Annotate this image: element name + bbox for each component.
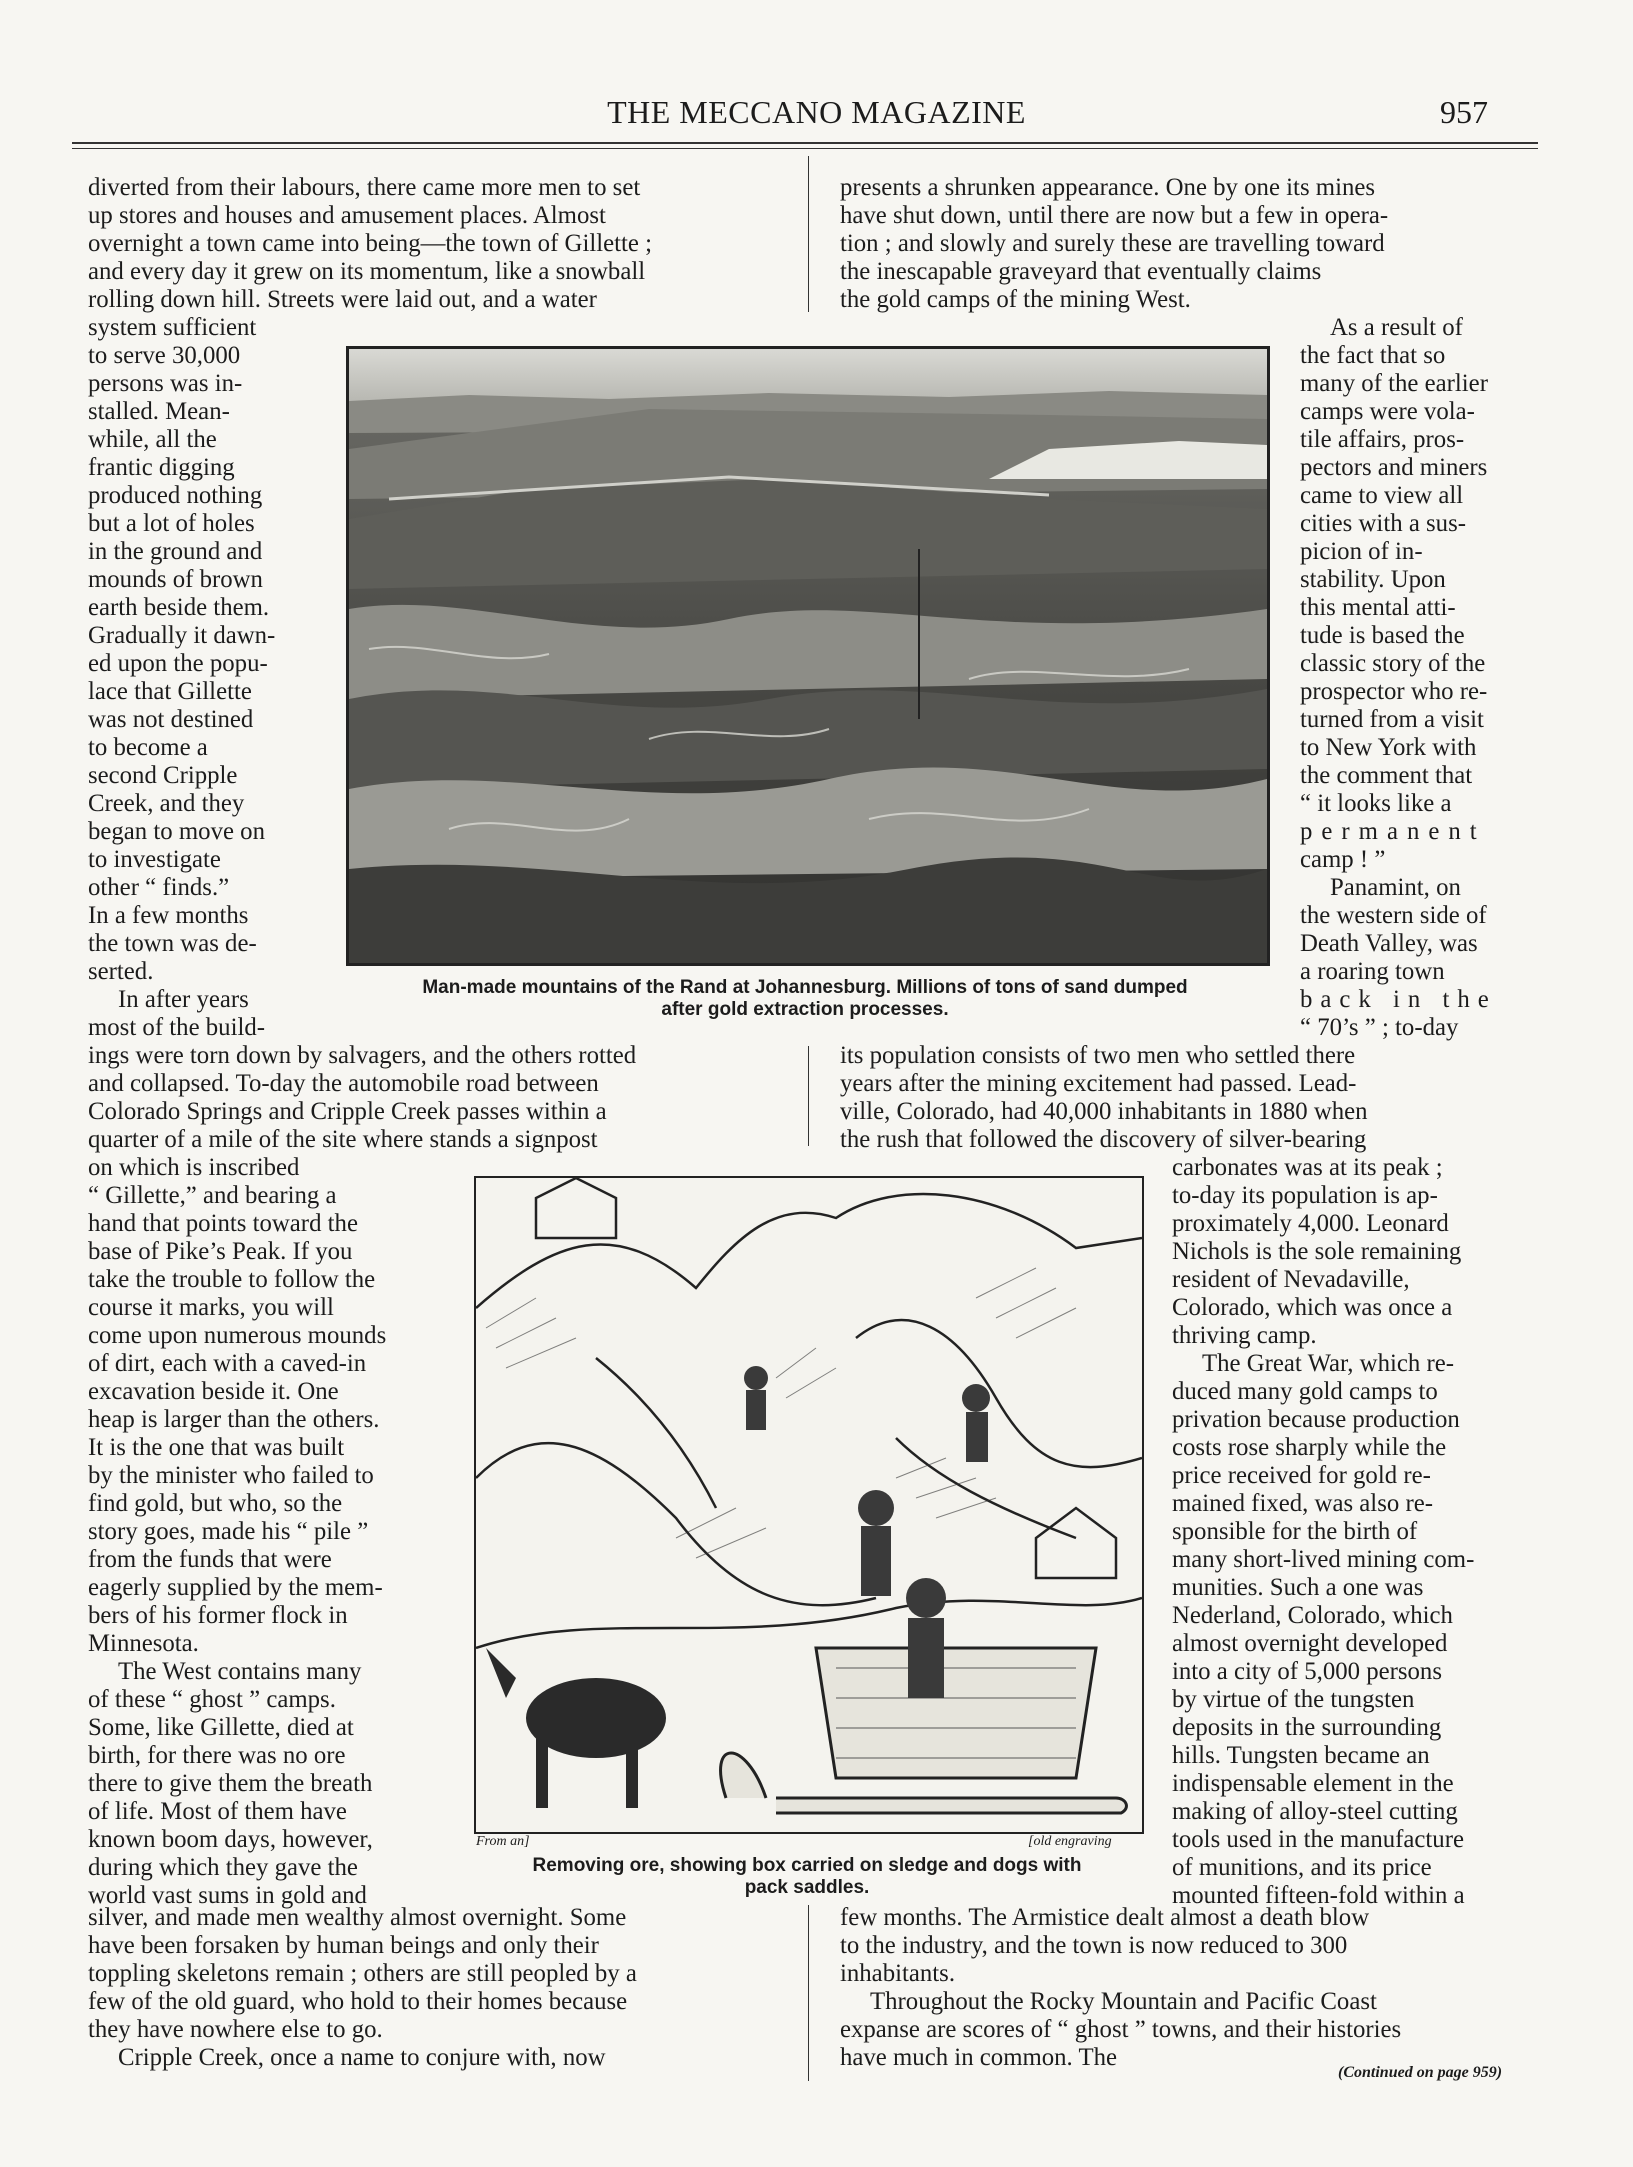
- text-line: into a city of 5,000 persons: [1172, 1658, 1442, 1685]
- text-line: “ 70’s ” ; to-day: [1300, 1014, 1459, 1041]
- text-line: the town was de-: [88, 930, 257, 957]
- right-column-mid: [840, 1042, 1526, 1154]
- text-line: bers of his former flock in: [88, 1602, 348, 1629]
- text-line: thriving camp.: [1172, 1322, 1317, 1349]
- text-line: the western side of: [1300, 902, 1487, 929]
- text-line: but a lot of holes: [88, 510, 255, 537]
- column-divider: [808, 1046, 809, 1146]
- text-line: Gradually it dawn-: [88, 622, 276, 649]
- text-line: came to view all: [1300, 482, 1464, 509]
- text-line: tion ; and slowly and surely these are travelling toward: [840, 230, 1385, 257]
- text-line: of dirt, each with a caved-in: [88, 1350, 367, 1377]
- text-line: the inescapable graveyard that eventually claims: [840, 258, 1322, 285]
- text-line: In a few months: [88, 902, 249, 929]
- text-line: many short-lived mining com-: [1172, 1546, 1475, 1573]
- text-line: years after the mining excitement had passed. Lead-: [840, 1070, 1357, 1097]
- text-line: its population consists of two men who settled there: [840, 1042, 1356, 1069]
- caption-line: pack saddles.: [744, 1877, 870, 1898]
- text-line: Some, like Gillette, died at: [88, 1714, 354, 1741]
- text-line: by virtue of the tungsten: [1172, 1686, 1415, 1713]
- text-line: hills. Tungsten became an: [1172, 1742, 1430, 1769]
- text-line: tude is based the: [1300, 622, 1465, 649]
- text-line: stalled. Mean-: [88, 398, 230, 425]
- text-line: to become a: [88, 734, 208, 761]
- text-line: Creek, and they: [88, 790, 245, 817]
- text-line: proximately 4,000. Leonard: [1172, 1210, 1449, 1237]
- text-line: lace that Gillette: [88, 678, 252, 705]
- text-line: of munitions, and its price: [1172, 1854, 1432, 1881]
- text-line: serted.: [88, 958, 154, 985]
- text-line: take the trouble to follow the: [88, 1266, 376, 1293]
- text-line: Nederland, Colorado, which: [1172, 1602, 1453, 1629]
- text-line: overnight a town came into being—the town of Gillette ;: [88, 230, 652, 257]
- text-line: to New York with: [1300, 734, 1477, 761]
- old-engraving-image: [474, 1176, 1144, 1834]
- text-line: diverted from their labours, there came more men to set: [88, 174, 641, 201]
- text-line: to investigate: [88, 846, 221, 873]
- text-line: munities. Such a one was: [1172, 1574, 1424, 1601]
- text-line: persons was in-: [88, 370, 243, 397]
- left-column-narrow-2: [88, 1154, 444, 1910]
- page-number: 957: [1440, 94, 1488, 130]
- text-line: to the industry, and the town is now reduced to 300: [840, 1932, 1348, 1959]
- text-line: camp ! ”: [1300, 846, 1386, 873]
- text-line: there to give them the breath: [88, 1770, 373, 1797]
- text-line: world vast sums in gold and: [88, 1882, 367, 1909]
- text-line: hand that points toward the: [88, 1210, 358, 1237]
- text-line: birth, for there was no ore: [88, 1742, 346, 1769]
- text-line: second Cripple: [88, 762, 238, 789]
- text-line: costs rose sharply while the: [1172, 1434, 1447, 1461]
- left-column-bottom: [88, 1904, 774, 2072]
- text-line: cities with a sus-: [1300, 510, 1466, 537]
- text-line: excavation beside it. One: [88, 1378, 339, 1405]
- right-column-top: [840, 174, 1526, 314]
- text-line: privation because production: [1172, 1406, 1460, 1433]
- text-line: pectors and miners: [1300, 454, 1488, 481]
- text-line: base of Pike’s Peak. If you: [88, 1238, 353, 1265]
- text-line: It is the one that was built: [88, 1434, 345, 1461]
- photo-caption: [350, 977, 1260, 1021]
- left-column-narrow: [88, 314, 314, 1042]
- text-line: have much in common. The: [840, 2044, 1118, 2071]
- header-rule: [72, 142, 1538, 144]
- text-line: tools used in the manufacture: [1172, 1826, 1464, 1853]
- engraving-credit-left: From an]: [476, 1834, 530, 1849]
- text-line: in the ground and: [88, 538, 263, 565]
- text-line: duced many gold camps to: [1172, 1378, 1438, 1405]
- text-line: In after years: [118, 986, 249, 1013]
- text-line: to serve 30,000: [88, 342, 241, 369]
- text-line: mained fixed, was also re-: [1172, 1490, 1433, 1517]
- text-line: mounted fifteen-fold within a: [1172, 1882, 1465, 1909]
- text-line: of life. Most of them have: [88, 1798, 347, 1825]
- landscape-photo-image: [349, 349, 1267, 963]
- text-line: the rush that followed the discovery of silver-bearing: [840, 1126, 1367, 1153]
- text-line: ings were torn down by salvagers, and the others rotted: [88, 1042, 637, 1069]
- text-line: find gold, but who, so the: [88, 1490, 343, 1517]
- text-line: most of the build-: [88, 1014, 266, 1041]
- text-line: making of alloy-steel cutting: [1172, 1798, 1458, 1825]
- text-line: earth beside them.: [88, 594, 270, 621]
- rand-mine-dumps-photo: [346, 346, 1270, 966]
- text-line: Panamint, on: [1330, 874, 1461, 901]
- text-line: classic story of the: [1300, 650, 1486, 677]
- text-line: deposits in the surrounding: [1172, 1714, 1442, 1741]
- column-divider: [808, 156, 809, 312]
- text-line: and collapsed. To-day the automobile road between: [88, 1070, 599, 1097]
- text-line: Nichols is the sole remaining: [1172, 1238, 1462, 1265]
- text-line: permanent: [1300, 818, 1486, 845]
- text-line: turned from a visit: [1300, 706, 1484, 733]
- continued-note: (Continued on page 959): [1338, 2064, 1503, 2081]
- text-line: ville, Colorado, had 40,000 inhabitants in 1880 when: [840, 1098, 1368, 1125]
- text-line: ed upon the popu-: [88, 650, 268, 677]
- text-line: carbonates was at its peak ;: [1172, 1154, 1443, 1181]
- text-line: indispensable element in the: [1172, 1770, 1454, 1797]
- text-line: picion of in-: [1300, 538, 1423, 565]
- text-line: presents a shrunken appearance. One by one its mines: [840, 174, 1376, 201]
- text-line: began to move on: [88, 818, 265, 845]
- text-line: expanse are scores of “ ghost ” towns, and their histories: [840, 2016, 1402, 2043]
- text-line: Death Valley, was: [1300, 930, 1478, 957]
- text-line: few months. The Armistice dealt almost a death blow: [840, 1904, 1370, 1931]
- text-line: frantic digging: [88, 454, 235, 481]
- caption-line: Removing ore, showing box carried on sledge and dogs with: [532, 1855, 1082, 1876]
- text-line: As a result of: [1330, 314, 1463, 341]
- text-line: mounds of brown: [88, 566, 263, 593]
- text-line: up stores and houses and amusement places. Almost: [88, 202, 606, 229]
- text-line: a roaring town: [1300, 958, 1445, 985]
- text-line: this mental atti-: [1300, 594, 1456, 621]
- text-line: prospector who re-: [1300, 678, 1488, 705]
- engraving-credit-right: [old engraving: [1028, 1834, 1112, 1849]
- text-line: known boom days, however,: [88, 1826, 373, 1853]
- caption-line: after gold extraction processes.: [661, 999, 949, 1020]
- engraving-caption: [470, 1855, 1144, 1899]
- text-line: eagerly supplied by the mem-: [88, 1574, 383, 1601]
- text-line: produced nothing: [88, 482, 263, 509]
- right-column-bottom: [840, 1904, 1526, 2072]
- text-line: Colorado Springs and Cripple Creek passes within a: [88, 1098, 607, 1125]
- text-line: inhabitants.: [840, 1960, 956, 1987]
- text-line: from the funds that were: [88, 1546, 332, 1573]
- text-line: story goes, made his “ pile ”: [88, 1518, 369, 1545]
- text-line: tile affairs, pros-: [1300, 426, 1465, 453]
- text-line: by the minister who failed to: [88, 1462, 374, 1489]
- text-line: have shut down, until there are now but a few in opera-: [840, 202, 1389, 229]
- text-line: while, all the: [88, 426, 217, 453]
- left-column-top: [88, 174, 774, 314]
- header-rule-thin: [72, 148, 1538, 149]
- text-line: The Great War, which re-: [1202, 1350, 1454, 1377]
- text-line: Colorado, which was once a: [1172, 1294, 1453, 1321]
- column-divider: [808, 1905, 809, 2081]
- text-line: Cripple Creek, once a name to conjure with, now: [118, 2044, 606, 2071]
- text-line: heap is larger than the others.: [88, 1406, 380, 1433]
- text-line: back in the: [1300, 986, 1497, 1013]
- text-line: have been forsaken by human beings and only their: [88, 1932, 599, 1959]
- text-line: to-day its population is ap-: [1172, 1182, 1438, 1209]
- text-line: other “ finds.”: [88, 874, 230, 901]
- text-line: course it marks, you will: [88, 1294, 334, 1321]
- text-line: “ Gillette,” and bearing a: [88, 1182, 337, 1209]
- left-column-mid: [88, 1042, 774, 1154]
- text-line: they have nowhere else to go.: [88, 2016, 383, 2043]
- text-line: the comment that: [1300, 762, 1473, 789]
- caption-line: Man-made mountains of the Rand at Johannesburg. Millions of tons of sand dumped: [422, 977, 1188, 998]
- text-line: few of the old guard, who hold to their homes because: [88, 1988, 628, 2015]
- text-line: system sufficient: [88, 314, 257, 341]
- right-column-narrow: [1300, 314, 1526, 1042]
- text-line: toppling skeletons remain ; others are still peopled by a: [88, 1960, 637, 1987]
- text-line: price received for gold re-: [1172, 1462, 1431, 1489]
- text-line: resident of Nevadaville,: [1172, 1266, 1410, 1293]
- magazine-title: THE MECCANO MAGAZINE: [607, 94, 1026, 130]
- text-line: sponsible for the birth of: [1172, 1518, 1418, 1545]
- text-line: on which is inscribed: [88, 1154, 300, 1181]
- text-line: the gold camps of the mining West.: [840, 286, 1191, 313]
- mining-engraving-illustration: [476, 1178, 1142, 1832]
- text-line: camps were vola-: [1300, 398, 1475, 425]
- text-line: quarter of a mile of the site where stands a signpost: [88, 1126, 598, 1153]
- text-line: silver, and made men wealthy almost overnight. Some: [88, 1904, 627, 1931]
- text-line: Throughout the Rocky Mountain and Pacific Coast: [870, 1988, 1377, 2015]
- text-line: stability. Upon: [1300, 566, 1446, 593]
- text-line: the fact that so: [1300, 342, 1446, 369]
- text-line: many of the earlier: [1300, 370, 1488, 397]
- text-line: and every day it grew on its momentum, like a snowball: [88, 258, 646, 285]
- text-line: of these “ ghost ” camps.: [88, 1686, 336, 1713]
- text-line: rolling down hill. Streets were laid out, and a water: [88, 286, 597, 313]
- text-line: “ it looks like a: [1300, 790, 1452, 817]
- text-line: was not destined: [88, 706, 254, 733]
- text-line: come upon numerous mounds: [88, 1322, 387, 1349]
- right-column-narrow-2: [1172, 1154, 1526, 1910]
- text-line: Minnesota.: [88, 1630, 199, 1657]
- text-line: The West contains many: [118, 1658, 362, 1685]
- text-line: almost overnight developed: [1172, 1630, 1448, 1657]
- text-line: during which they gave the: [88, 1854, 358, 1881]
